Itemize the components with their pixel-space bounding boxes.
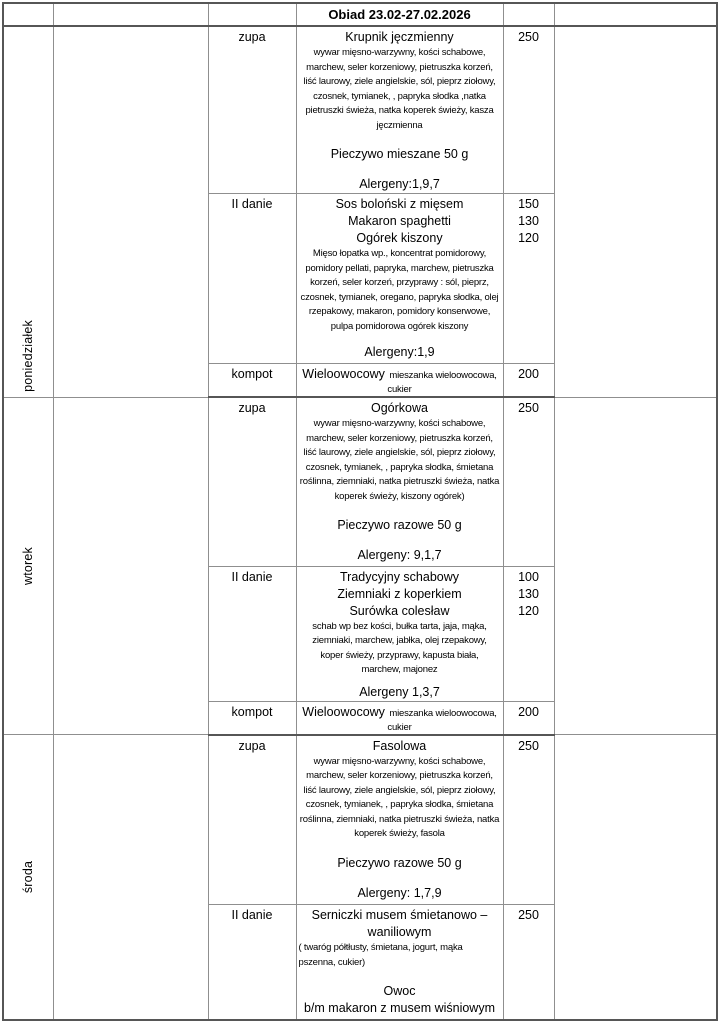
- extra-lines: [297, 983, 503, 1017]
- dish-description-cell: [296, 397, 503, 566]
- allergens-line: Alergeny:1,9,7: [359, 177, 440, 191]
- quantity-cell: [503, 364, 554, 398]
- empty-right-cell: [554, 735, 717, 1020]
- course-label-kompot: kompot: [208, 701, 296, 735]
- ingredient-line: schab wp bez kości, bułka tarta, jaja, mąka,: [312, 620, 487, 632]
- ingredient-line: czosnek, tymianek, oregano, papryka słodka, olej: [300, 291, 499, 303]
- ingredient-line: wywar mięsno-warzywny, kości schabowe,: [313, 755, 486, 767]
- ingredient-line: ziemniaki, marchew, jabłka, olej rzepakowy,: [312, 635, 487, 646]
- quantity-value: 150: [518, 197, 539, 211]
- dish-name: Tradycyjny schabowy: [339, 569, 460, 584]
- dish-name: Fasolowa: [372, 738, 427, 753]
- quantity-value: 250: [518, 30, 539, 44]
- dish-name: Sos boloński z mięsem: [335, 197, 464, 211]
- row-wednesday-zupa: [3, 735, 717, 905]
- ingredient-line: liść laurowy, ziele angielskie, sól, pieprz ziołowy,: [303, 447, 496, 458]
- spacer-cell: [53, 735, 208, 1020]
- course-label-ii-danie: II danie: [208, 566, 296, 701]
- quantity-value: 250: [518, 738, 539, 753]
- quantity-value: 200: [518, 704, 539, 719]
- ingredient-line: pulpa pomidorowa ogórek kiszony: [330, 320, 469, 332]
- ingredient-line: rzepakowy, makaron, pomidory konserwowe,: [308, 306, 491, 317]
- allergens-line: Alergeny: 1,7,9: [357, 885, 442, 900]
- ingredient-line: wywar mięsno-warzywny, kości schabowe,: [313, 47, 486, 58]
- ingredient-line: pszenna, cukier): [298, 956, 366, 968]
- ingredient-line: wywar mięsno-warzywny, kości schabowe,: [313, 418, 486, 429]
- dish-description-cell: [296, 701, 503, 735]
- quantity-value: 120: [518, 231, 539, 245]
- dish-description-cell: [296, 26, 503, 194]
- course-label-ii-danie: II danie: [208, 905, 296, 1020]
- empty-cell: [554, 3, 717, 26]
- dish-description-cell: [296, 566, 503, 701]
- allergens-line: Alergeny 1,3,7: [359, 684, 440, 699]
- ingredient-line: liść laurowy, ziele angielskie, sól, pieprz ziołowy,: [303, 76, 496, 87]
- ingredient-line: czosnek, tymianek, , papryka słodka ,natka: [313, 90, 486, 102]
- menu-table: [2, 2, 718, 1021]
- dish-name: waniliowym: [367, 925, 432, 939]
- ingredient-line: ( twaróg półtłusty, śmietana, jogurt, mąka: [298, 942, 463, 953]
- quantity-value: 130: [518, 586, 539, 601]
- ingredient-line: czosnek, tymianek, , papryka słodka, śmietana: [305, 461, 494, 473]
- kompot-line: [297, 366, 503, 384]
- row-monday-zupa: [3, 26, 717, 194]
- quantity-value: 200: [518, 367, 539, 381]
- course-label-kompot: kompot: [208, 364, 296, 398]
- dish-name: Krupnik jęczmienny: [345, 30, 454, 44]
- kompot-note: mieszanka wieloowocowa,: [389, 370, 497, 381]
- ingredients: [297, 247, 503, 334]
- menu-page: [0, 2, 718, 1018]
- dish-name: Makaron spaghetti: [348, 214, 451, 228]
- dish-description-cell: [296, 905, 503, 1020]
- menu-title: Obiad 23.02-27.02.2026: [296, 3, 503, 26]
- dish-name: Ogórkowa: [371, 401, 428, 415]
- extra-line: b/m makaron z musem wiśniowym: [303, 1001, 495, 1015]
- course-label-ii-danie: II danie: [208, 194, 296, 364]
- quantity-cell: [503, 905, 554, 1020]
- course-label-zupa: zupa: [208, 735, 296, 905]
- kompot-note: cukier: [387, 384, 412, 395]
- dish-description-cell: [296, 194, 503, 364]
- ingredient-line: roślinna, ziemniaki, natka pietruszki świeża, natka: [299, 813, 500, 825]
- empty-cell: [503, 3, 554, 26]
- quantity-value: 250: [518, 401, 539, 415]
- dish-description-cell: [296, 735, 503, 905]
- ingredient-line: pietruszki świeża, natka koperek świeży, kasza: [305, 105, 494, 116]
- quantity-cell: [503, 566, 554, 701]
- ingredient-line: liść laurowy, ziele angielskie, sól, pieprz ziołowy,: [303, 784, 496, 796]
- quantity-value: 130: [518, 214, 539, 228]
- kompot-line: [297, 704, 503, 722]
- bread-line: Pieczywo razowe 50 g: [337, 518, 462, 532]
- quantity-cell: [503, 701, 554, 735]
- allergens-line: Alergeny:1,9: [364, 345, 435, 359]
- day-label-sroda: środa: [21, 860, 36, 893]
- day-cell-wtorek: [3, 397, 53, 735]
- ingredients: [297, 46, 503, 133]
- ingredient-line: jęczmienna: [376, 119, 423, 131]
- empty-right-cell: [554, 26, 717, 397]
- ingredient-line: pomidory pellati, papryka, marchew, pietruszka: [305, 262, 494, 274]
- bread-line: Pieczywo razowe 50 g: [337, 855, 462, 870]
- row-tuesday-zupa: [3, 397, 717, 566]
- ingredient-line: marchew, seler korzeniowy, pietruszka korzeń,: [306, 61, 493, 73]
- dish-name: Ogórek kiszony: [356, 231, 443, 245]
- day-label-wtorek: wtorek: [21, 546, 36, 585]
- ingredients: [297, 417, 503, 504]
- dish-name: Wieloowocowy: [302, 367, 385, 381]
- ingredient-line: koper świeży, przyprawy, kapusta biała,: [320, 649, 479, 661]
- extra-line: Owoc: [383, 984, 416, 998]
- kompot-note: cukier: [387, 721, 412, 733]
- ingredient-line: marchew, seler korzeniowy, pietruszka korzeń,: [306, 432, 493, 444]
- course-label-zupa: zupa: [208, 397, 296, 566]
- day-cell-poniedzialek: [3, 26, 53, 397]
- dish-name: Wieloowocowy: [302, 704, 385, 719]
- ingredient-line: marchew, majonez: [361, 664, 438, 675]
- day-cell-sroda: [3, 735, 53, 1020]
- quantity-value: 250: [518, 908, 539, 922]
- spacer-cell: [53, 26, 208, 397]
- empty-right-cell: [554, 397, 717, 735]
- ingredient-line: czosnek, tymianek, , papryka słodka, śmietana: [305, 799, 494, 810]
- ingredients: [297, 620, 503, 678]
- kompot-note: mieszanka wieloowocowa,: [389, 707, 497, 719]
- header-row: [3, 3, 717, 26]
- bread-line: Pieczywo mieszane 50 g: [330, 147, 469, 161]
- ingredient-line: koperek świeży, kiszony ogórek): [334, 490, 465, 502]
- empty-cell: [3, 3, 53, 26]
- dish-name: Ziemniaki z koperkiem: [337, 586, 462, 601]
- quantity-value: 100: [518, 569, 539, 584]
- ingredient-line: roślinna, ziemniaki, natka pietruszki świeża, natka: [299, 476, 500, 487]
- ingredients: [297, 755, 503, 842]
- spacer-cell: [53, 397, 208, 735]
- ingredient-line: koperek świeży, fasola: [354, 828, 445, 839]
- dish-name: Serniczki musem śmietanowo –: [311, 908, 488, 922]
- day-label-poniedzialek: poniedziałek: [21, 319, 36, 392]
- quantity-cell: [503, 735, 554, 905]
- quantity-cell: [503, 194, 554, 364]
- allergens-line: Alergeny: 9,1,7: [357, 548, 442, 562]
- empty-cell: [208, 3, 296, 26]
- course-label-zupa: zupa: [208, 26, 296, 194]
- dish-name: Surówka colesław: [349, 603, 450, 618]
- ingredient-line: korzeń, seler korzeń, przyprawy : sól, pieprz,: [310, 277, 489, 288]
- quantity-cell: [503, 397, 554, 566]
- quantity-cell: [503, 26, 554, 194]
- dish-description-cell: [296, 364, 503, 398]
- empty-cell: [53, 3, 208, 26]
- quantity-value: 120: [518, 603, 539, 618]
- ingredients: [297, 941, 503, 970]
- ingredient-line: marchew, seler korzeniowy, pietruszka korzeń,: [306, 770, 493, 781]
- ingredient-line: Mięso łopatka wp., koncentrat pomidorowy,: [312, 248, 487, 259]
